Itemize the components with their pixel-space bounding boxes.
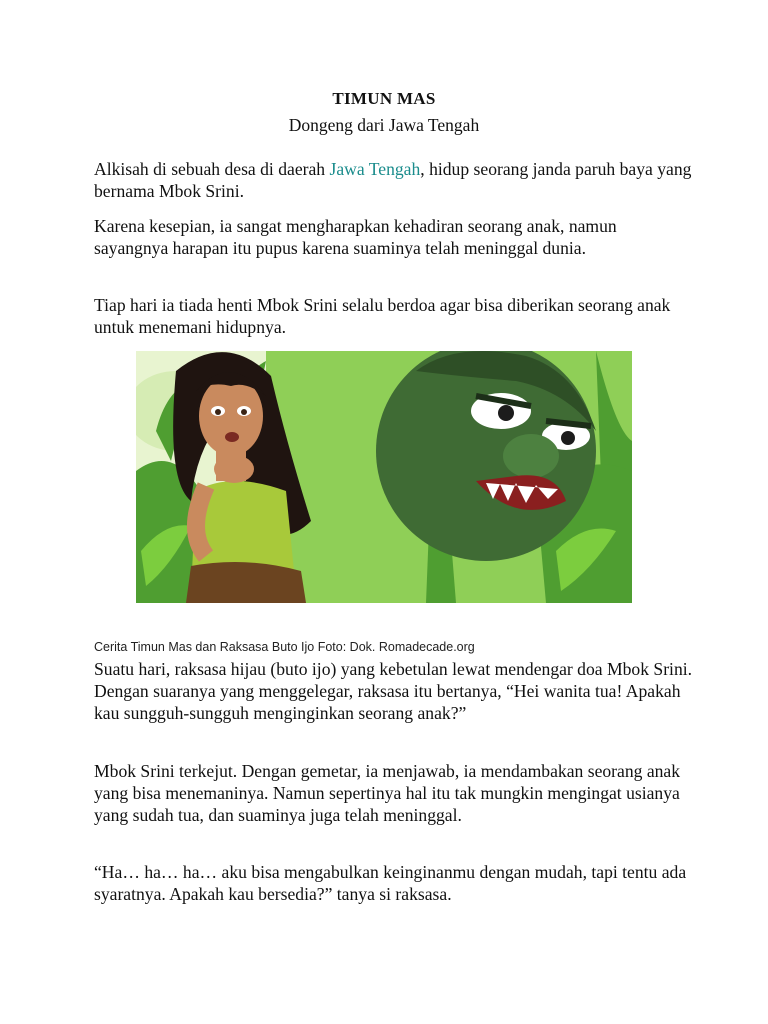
paragraph-prayer: Tiap hari ia tiada henti Mbok Srini selalu berdoa agar bisa diberikan seorang anak untuk menemani hidupnya. — [94, 295, 671, 337]
giant-figure — [376, 351, 596, 561]
paragraph-loneliness: Karena kesepian, ia sangat mengharapkan kehadiran seorang anak, namun sayangnya harapan itu pupus karena suaminya telah meninggal dunia. — [94, 216, 617, 258]
illustration-caption: Cerita Timun Mas dan Raksasa Buto Ijo Foto: Dok. Romadecade.org — [94, 640, 475, 654]
paragraph-giant-hears: Suatu hari, raksasa hijau (buto ijo) yang kebetulan lewat mendengar doa Mbok Srini. Dengan suaranya yang menggelegar, raksasa itu bertanya, “Hei wanita tua! Apakah kau sungguh-sungguh menginginkan seorang anak?” — [94, 659, 693, 723]
paragraph-intro-start: Alkisah di sebuah desa di daerah — [94, 159, 330, 179]
paragraph-intro — [94, 158, 694, 202]
story-illustration — [136, 351, 632, 603]
paragraph-mbok-srini-answers: Mbok Srini terkejut. Dengan gemetar, ia menjawab, ia mendambakan seorang anak yang bisa menemaninya. Namun sepertinya hal itu tak mungkin mengingat usianya yang sudah tua, dan suaminya juga telah meninggal. — [94, 761, 681, 825]
story-subtitle: Dongeng dari Jawa Tengah — [288, 115, 480, 135]
paragraph-intro-end: , hidup seorang janda paruh baya yang bernama Mbok Srini. — [94, 159, 692, 201]
jawa-tengah-link[interactable]: Jawa Tengah — [329, 159, 421, 179]
paragraph-giant-offer: “Ha… ha… ha… aku bisa mengabulkan keinginanmu dengan mudah, tapi tentu ada syaratnya. Apakah kau bersedia?” tanya si raksasa. — [94, 862, 687, 904]
story-title: TIMUN MAS — [332, 89, 436, 108]
